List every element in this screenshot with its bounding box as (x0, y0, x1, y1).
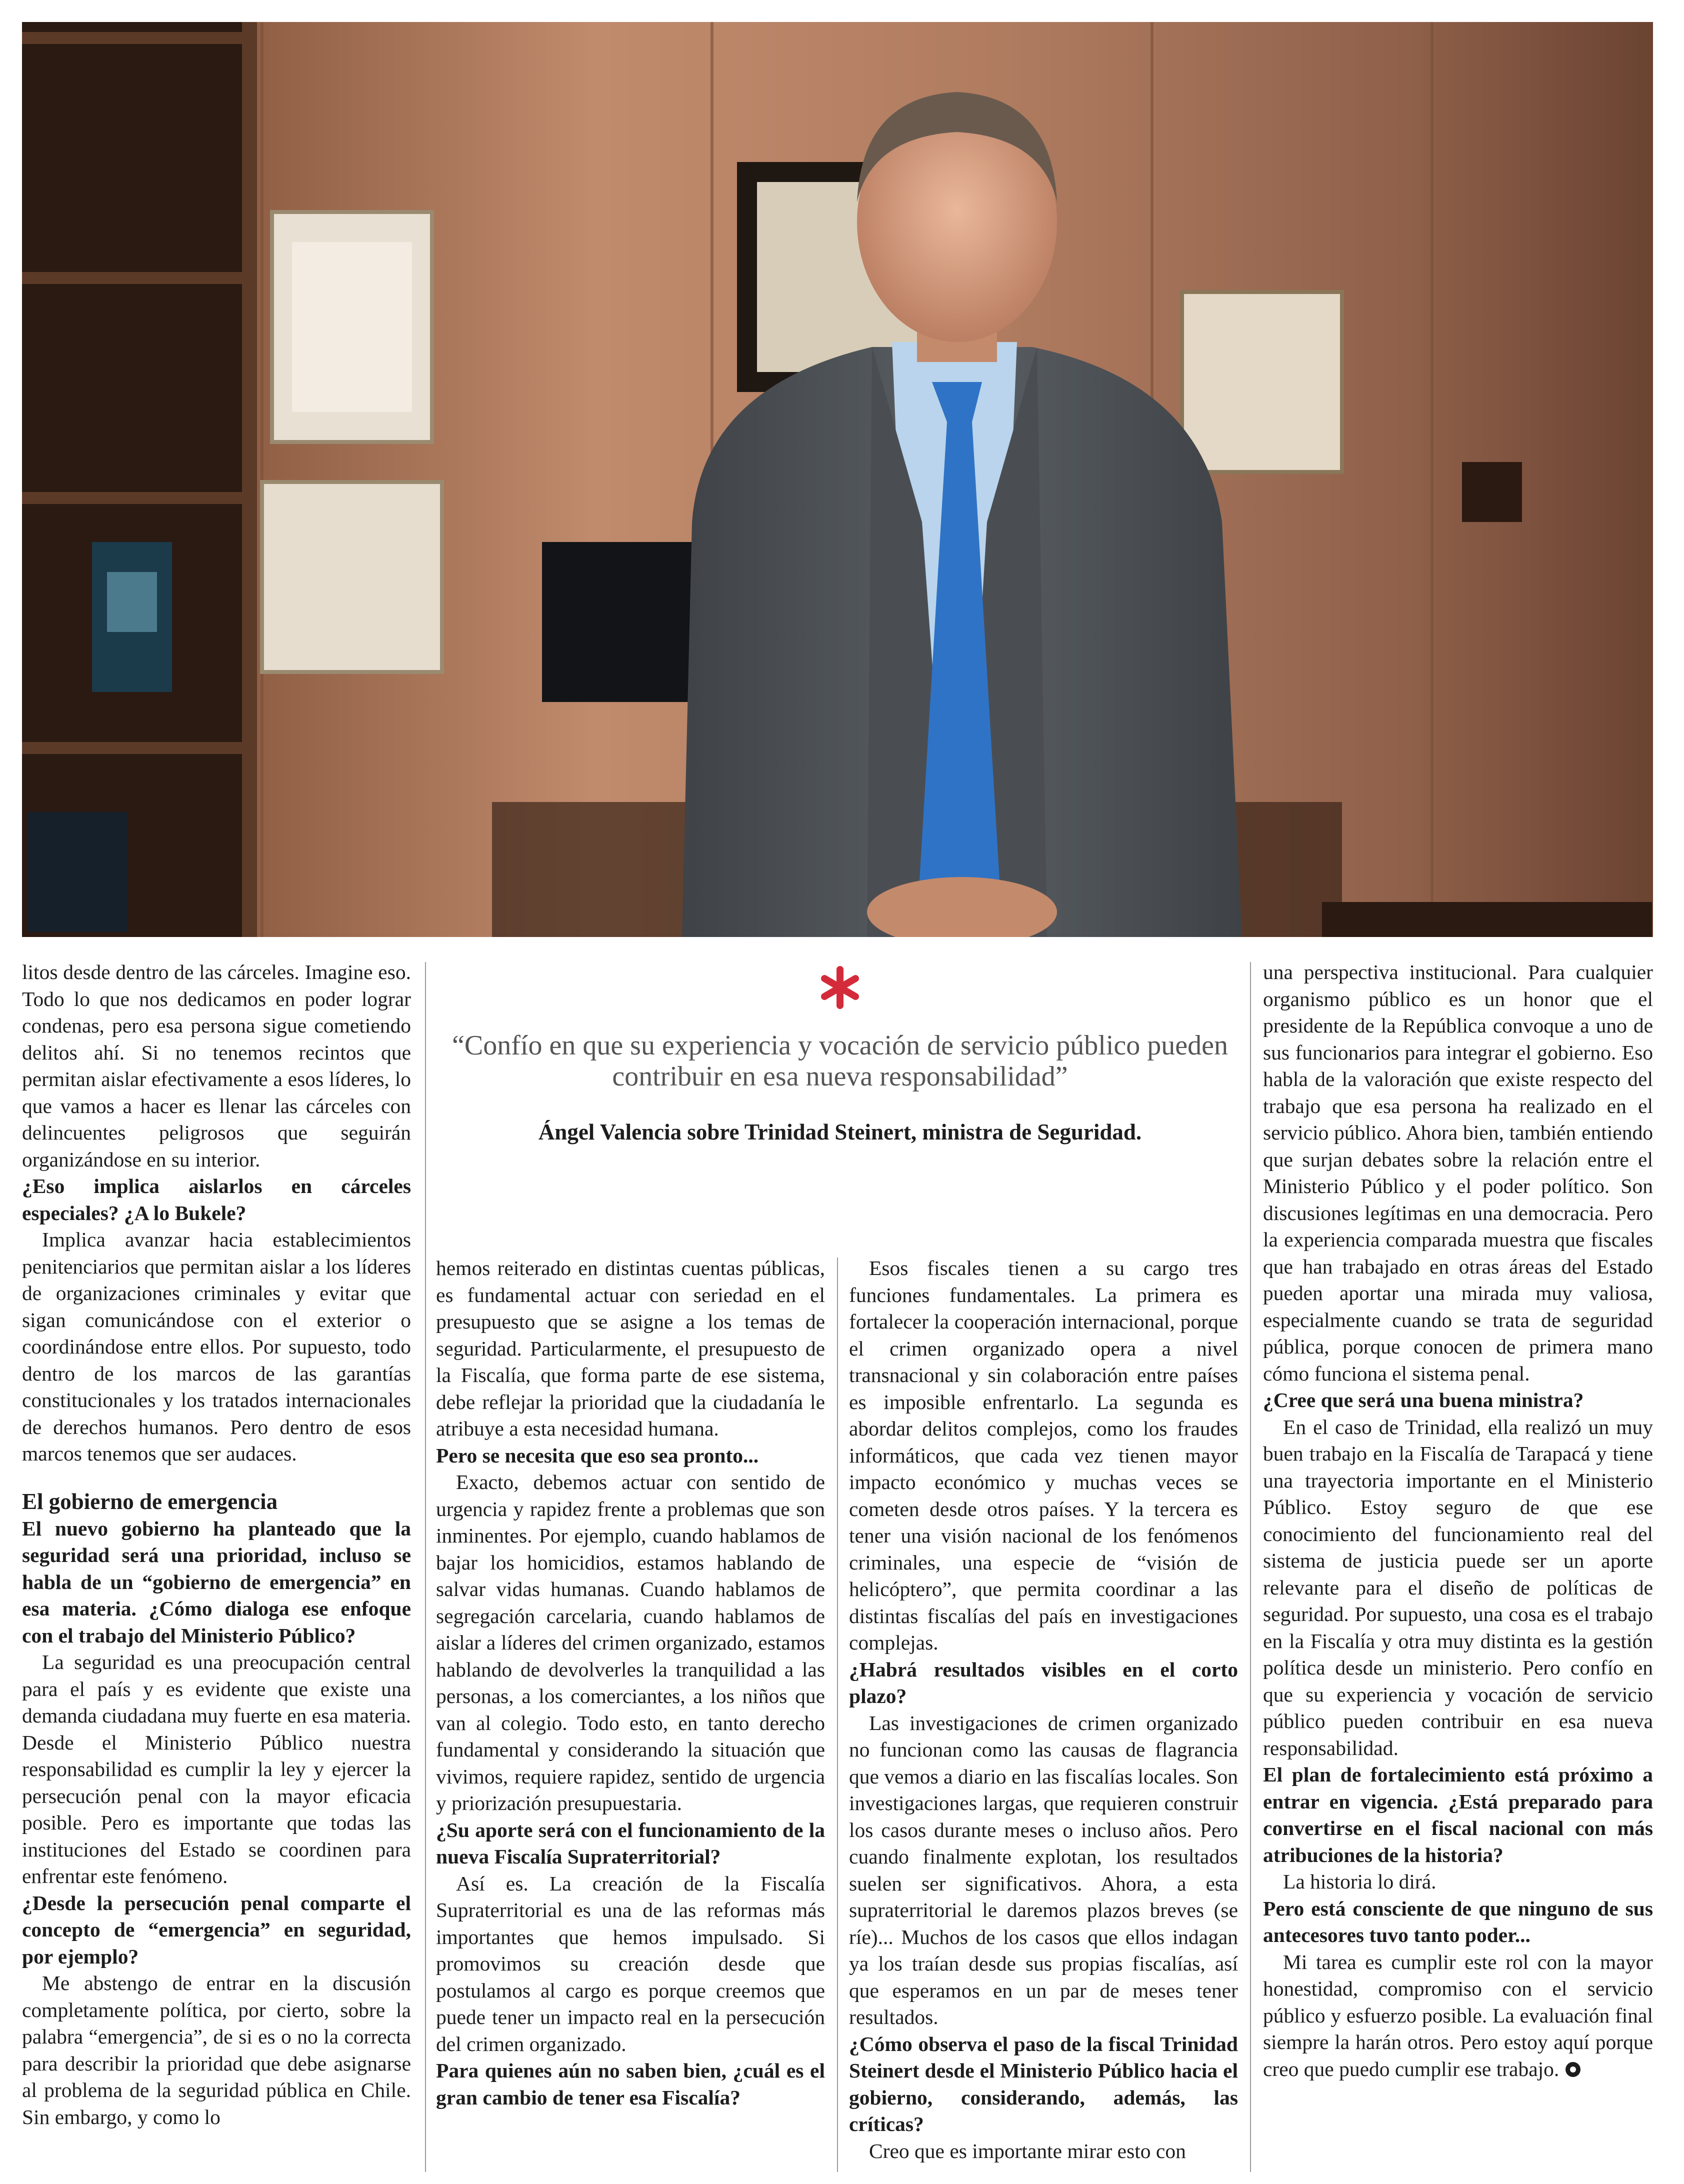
column-1 (22, 959, 411, 2130)
answer: Esos fiscales tienen a su cargo tres funciones fundamentales. La primera es fortalecer la cooperación internacional, porque el crimen organizado opera a nivel transnacional y sin colaboración entre países es imposible enfrentarlo. La segunda es abordar delitos complejos, como los fraudes informáticos, que cada vez tienen mayor impacto económico y muchas veces se cometen desde otros países. Y la tercera es tener una visión nacional de los fenómenos criminales, una especie de “visión de helicóptero”, que permita coordinar a las distintas fiscalías del país en investigaciones complejas. (849, 1256, 1238, 1654)
answer: La historia lo dirá. (1283, 1870, 1436, 1893)
column-rule-1 (425, 962, 426, 2172)
question: ¿Cómo observa el paso de la fiscal Trinidad Steinert desde el Ministerio Público hacia el gobierno, considerando, además, las críticas? (849, 2032, 1238, 2136)
pull-quote: “Confío en que su experiencia y vocación de servicio público pueden contribuir en esa nueva responsabilidad” (452, 1030, 1228, 1092)
question: ¿Habrá resultados visibles en el corto plazo? (849, 1658, 1238, 1708)
portrait-photo (22, 22, 1653, 937)
question: ¿Eso implica aislarlos en cárceles especiales? ¿A lo Bukele? (22, 1174, 411, 1224)
section-heading: El gobierno de emergencia (22, 1488, 278, 1514)
column-rule-3 (1250, 962, 1251, 2172)
paragraph: litos desde dentro de las cárceles. Imagine eso. Todo lo que nos dedicamos en poder lograr condenas, pero esa persona sigue cometiendo delitos ahí. Si no tenemos recintos que permitan aislar efectivamente a esos líderes, lo que vamos a hacer es llenar las cárceles con delincuentes peligrosos que seguirán organizándose en su interior. (22, 960, 411, 1171)
answer: Así es. La creación de la Fiscalía Supraterritorial es una de las reformas más importantes que hemos impulsado. Si promovimos su creación desde que postulamos al cargo es porque creemos que puede tener un impacto real en la persecución del crimen organizado. (436, 1872, 825, 2056)
question: Para quienes aún no saben bien, ¿cuál es el gran cambio de tener esa Fiscalía? (436, 2059, 825, 2109)
answer: Las investigaciones de crimen organizado no funcionan como las causas de flagrancia que vemos a diario en las fiscalías locales. Son investigaciones largas, que requieren construir los casos durante meses o incluso años. Pero cuando finalmente explotan, los resultados suelen ser significativos. Ahora, a esta supraterritorial le daremos plazos breves (se ríe)... Muchos de los casos que ellos indagan ya los traían desde sus propias fiscalías, así que esperamos en un par de meses tener resultados. (849, 1711, 1238, 2028)
column-rule-2 (837, 1258, 838, 2172)
question: ¿Desde la persecución penal comparte el concepto de “emergencia” en seguridad, por ejemplo? (22, 1891, 411, 1968)
question: Pero se necesita que eso sea pronto... (436, 1444, 759, 1467)
answer: En el caso de Trinidad, ella realizó un muy buen trabajo en la Fiscalía de Tarapacá y tiene una trayectoria importante en el Ministerio Público. Estoy seguro de que ese conocimiento del funcionamiento real del sistema de justicia puede ser un aporte relevante para el diseño de políticas de seguridad. Por supuesto, una cosa es el trabajo en la Fiscalía y otra muy distinta es la gestión política desde un ministerio. Pero confío en que su experiencia y vocación de servicio público pueden contribuir en esa nueva responsabilidad. (1263, 1415, 1653, 1760)
asterisk-icon (815, 962, 865, 1012)
portrait-illustration (22, 22, 1653, 937)
answer (1263, 1949, 1653, 2083)
answer: La seguridad es una preocupación central para el país y es evidente que existe una demanda ciudadana muy fuerte en esa materia. Desde el Ministerio Público nuestra responsabilidad es cumplir la ley y ejercer la persecución penal con la mayor eficacia posible. Pero es importante que todas las instituciones del Estado se coordinen para enfrentar este fenómeno. (22, 1650, 411, 1888)
pull-quote-attribution: Ángel Valencia sobre Trinidad Steinert, ministra de Seguridad. (538, 1120, 1142, 1144)
question: Pero está consciente de que ninguno de sus antecesores tuvo tanto poder... (1263, 1896, 1653, 1946)
question: ¿Su aporte será con el funcionamiento de la nueva Fiscalía Supraterritorial? (436, 1818, 825, 1868)
answer: Exacto, debemos actuar con sentido de urgencia y rapidez frente a problemas que son inminentes. Por ejemplo, cuando hablamos de bajar los homicidios, estamos hablando de salvar vidas humanas. Cuando hablamos de segregación carcelaria, cuando hablamos de aislar a líderes del crimen organizado, estamos hablando de devolverles la tranquilidad a las personas, a los comerciantes, a los niños que van al colegio. Todo esto, en tanto derecho fundamental y considerando la situación que vivimos, requiere rapidez, sentido de urgencia y priorización presupuestaria. (436, 1470, 825, 1814)
question: ¿Cree que será una buena ministra? (1263, 1388, 1584, 1412)
answer: Me abstengo de entrar en la discusión completamente política, por cierto, sobre la palabra “emergencia”, de si es o no la correcta para describir la prioridad que debe asignarse al problema de la seguridad pública en Chile. Sin embargo, y como lo (22, 1972, 411, 2128)
answer: Creo que es importante mirar esto con (869, 2139, 1186, 2162)
column-4 (1263, 959, 1653, 2082)
answer: Implica avanzar hacia establecimientos penitenciarios que permitan aislar a los líderes de organizaciones criminales y evitar que sigan comunicándose con el exterior o coordinándose entre ellos. Por supuesto, todo dentro de los marcos de las garantías constitucionales y los tratados internacionales de derechos humanos. Pero dentro de esos marcos tenemos que ser audaces. (22, 1228, 411, 1465)
paragraph: hemos reiterado en distintas cuentas públicas, es fundamental actuar con seriedad en el presupuesto que se asigne a los temas de seguridad. Particularmente, el presupuesto de la Fiscalía, que forma parte de ese sistema, debe reflejar la prioridad que la ciudadanía le atribuye a esta necesidad humana. (436, 1256, 825, 1440)
end-mark-icon (1564, 2061, 1582, 2078)
column-2 (436, 1255, 825, 2111)
column-3 (849, 1255, 1238, 2164)
paragraph: una perspectiva institucional. Para cualquier organismo público es un honor que el presidente de la República convoque a uno de sus funcionarios para integrar el gobierno. Eso habla de la valoración que existe respecto del trabajo que esa persona ha realizado en el servicio público. Ahora bien, también entiendo que surjan debates sobre la relación entre el Ministerio Público y el poder político. Son discusiones legítimas en una democracia. Pero la experiencia comparada muestra que fiscales que han trabajado en otras áreas del Estado pueden aportar una mirada muy valiosa, especialmente cuando se trata de seguridad pública, porque conocen de primera mano cómo funciona el sistema penal. (1263, 960, 1653, 1385)
question: El plan de fortalecimiento está próximo a entrar en vigencia. ¿Está preparado para convertirse en el fiscal nacional con más atribuciones de la historia? (1263, 1763, 1653, 1866)
question: El nuevo gobierno ha planteado que la seguridad será una prioridad, incluso se habla de un “gobierno de emergencia” en esa materia. ¿Cómo dialoga ese enfoque con el trabajo del Ministerio Público? (22, 1516, 411, 1647)
answer-text: Mi tarea es cumplir este rol con la mayor honestidad, compromiso con el servicio público y esfuerzo posible. La evaluación final siempre la harán otros. Pero estoy aquí porque creo que puedo cumplir ese trabajo. (1263, 1950, 1653, 2080)
